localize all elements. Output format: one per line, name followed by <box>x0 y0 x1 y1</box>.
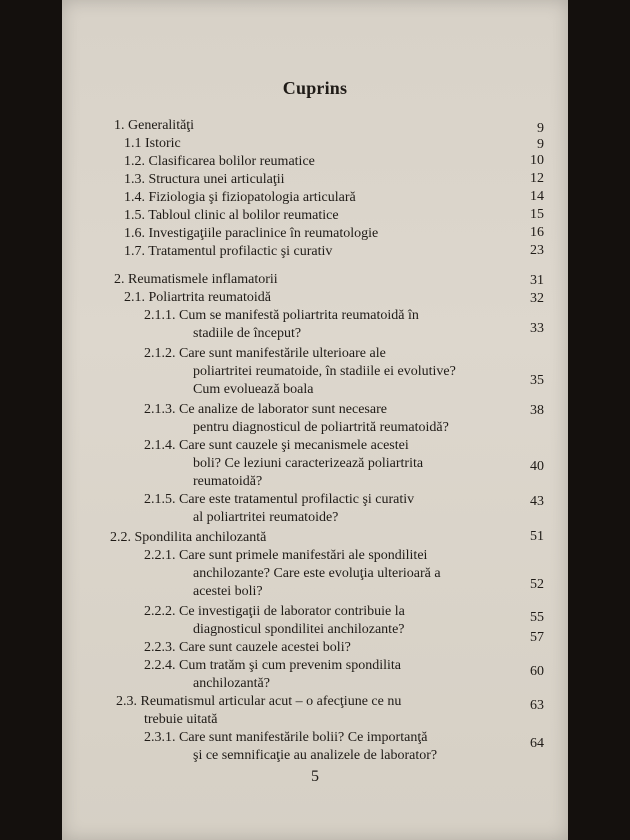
toc-entry: stadiile de început? <box>193 326 302 341</box>
toc-page-number: 35 <box>530 373 544 388</box>
toc-entry: 1. Generalităţi <box>114 118 195 133</box>
toc-entry: trebuie uitată <box>144 712 218 727</box>
book-page <box>62 0 568 840</box>
toc-entry: 2.2.2. Ce investigaţii de laborator contribuie la <box>144 604 405 619</box>
toc-entry: acestei boli? <box>193 584 263 599</box>
toc-entry: 2.1.4. Care sunt cauzele şi mecanismele acestei <box>144 438 409 453</box>
toc-page-number: 52 <box>530 577 544 592</box>
toc-entry: 2.2.1. Care sunt primele manifestări ale spondilitei <box>144 548 428 563</box>
page-number: 5 <box>311 768 319 785</box>
toc-page-number: 64 <box>530 736 544 751</box>
toc-entry: pentru diagnosticul de poliartrită reumatoidă? <box>193 420 449 435</box>
toc-entry: 1.6. Investigaţiile paraclinice în reumatologie <box>124 226 379 241</box>
toc-entry: 1.3. Structura unei articulaţii <box>124 172 285 187</box>
toc-entry: 2.1.2. Care sunt manifestările ulterioare ale <box>144 346 386 361</box>
toc-entry: şi ce semnificaţie au analizele de laborator? <box>193 748 438 763</box>
toc-entry: 2.1.1. Cum se manifestă poliartrita reumatoidă în <box>144 308 419 323</box>
toc-entry: al poliartritei reumatoide? <box>193 510 339 525</box>
toc-page-number: 57 <box>530 630 544 645</box>
toc-page-number: 31 <box>530 273 544 288</box>
toc-page-number: 16 <box>530 225 544 240</box>
toc-entry: 2.2.3. Care sunt cauzele acestei boli? <box>144 640 351 655</box>
toc-entry: anchilozante? Care este evoluţia ulterioară a <box>193 566 441 581</box>
toc-entry: 2. Reumatismele inflamatorii <box>114 272 278 287</box>
toc-page-number: 51 <box>530 529 544 544</box>
toc-entry: 2.2.4. Cum tratăm şi cum prevenim spondilita <box>144 658 402 673</box>
toc-page-number: 10 <box>530 153 544 168</box>
page-title: Cuprins <box>282 78 348 98</box>
toc-page-number: 40 <box>530 459 544 474</box>
toc-entry: 1.1 Istoric <box>124 136 181 151</box>
toc-entry: anchilozantă? <box>193 676 270 691</box>
toc-page-number: 32 <box>530 291 544 306</box>
toc-page-number: 38 <box>530 403 544 418</box>
toc-page-number: 33 <box>530 321 544 336</box>
toc-page-number: 60 <box>530 664 544 679</box>
toc-entry: 2.3. Reumatismul articular acut – o afecţiune ce nu <box>116 694 402 709</box>
toc-page-number: 15 <box>530 207 544 222</box>
toc-entry: 1.5. Tabloul clinic al bolilor reumatice <box>124 208 339 223</box>
toc-entry: reumatoidă? <box>193 474 263 489</box>
toc-page-number: 55 <box>530 610 544 625</box>
toc-entry: 1.4. Fiziologia şi fiziopatologia articulară <box>124 190 356 205</box>
toc-entry: poliartritei reumatoide, în stadiile ei evolutive? <box>193 364 456 379</box>
toc-page-number: 9 <box>537 121 544 136</box>
toc-entry: 2.1.3. Ce analize de laborator sunt necesare <box>144 402 387 417</box>
toc-page-number: 43 <box>530 494 544 509</box>
toc-entry: 1.7. Tratamentul profilactic şi curativ <box>124 244 333 259</box>
toc-page-number: 63 <box>530 698 544 713</box>
toc-entry: 2.2. Spondilita anchilozantă <box>110 530 267 545</box>
toc-page-number: 23 <box>530 243 544 258</box>
toc-entry: 1.2. Clasificarea bolilor reumatice <box>124 154 315 169</box>
toc-page-number: 14 <box>530 189 544 204</box>
toc-entry: 2.1. Poliartrita reumatoidă <box>124 290 271 305</box>
toc-entry: diagnosticul spondilitei anchilozante? <box>193 622 405 637</box>
toc-entry: 2.3.1. Care sunt manifestările bolii? Ce importanţă <box>144 730 428 745</box>
toc-entry: Cum evoluează boala <box>193 382 314 397</box>
toc-entry: 2.1.5. Care este tratamentul profilactic şi curativ <box>144 492 415 507</box>
toc-entry: boli? Ce leziuni caracterizează poliartrita <box>193 456 424 471</box>
toc-page-number: 9 <box>537 137 544 152</box>
toc-page-number: 12 <box>530 171 544 186</box>
